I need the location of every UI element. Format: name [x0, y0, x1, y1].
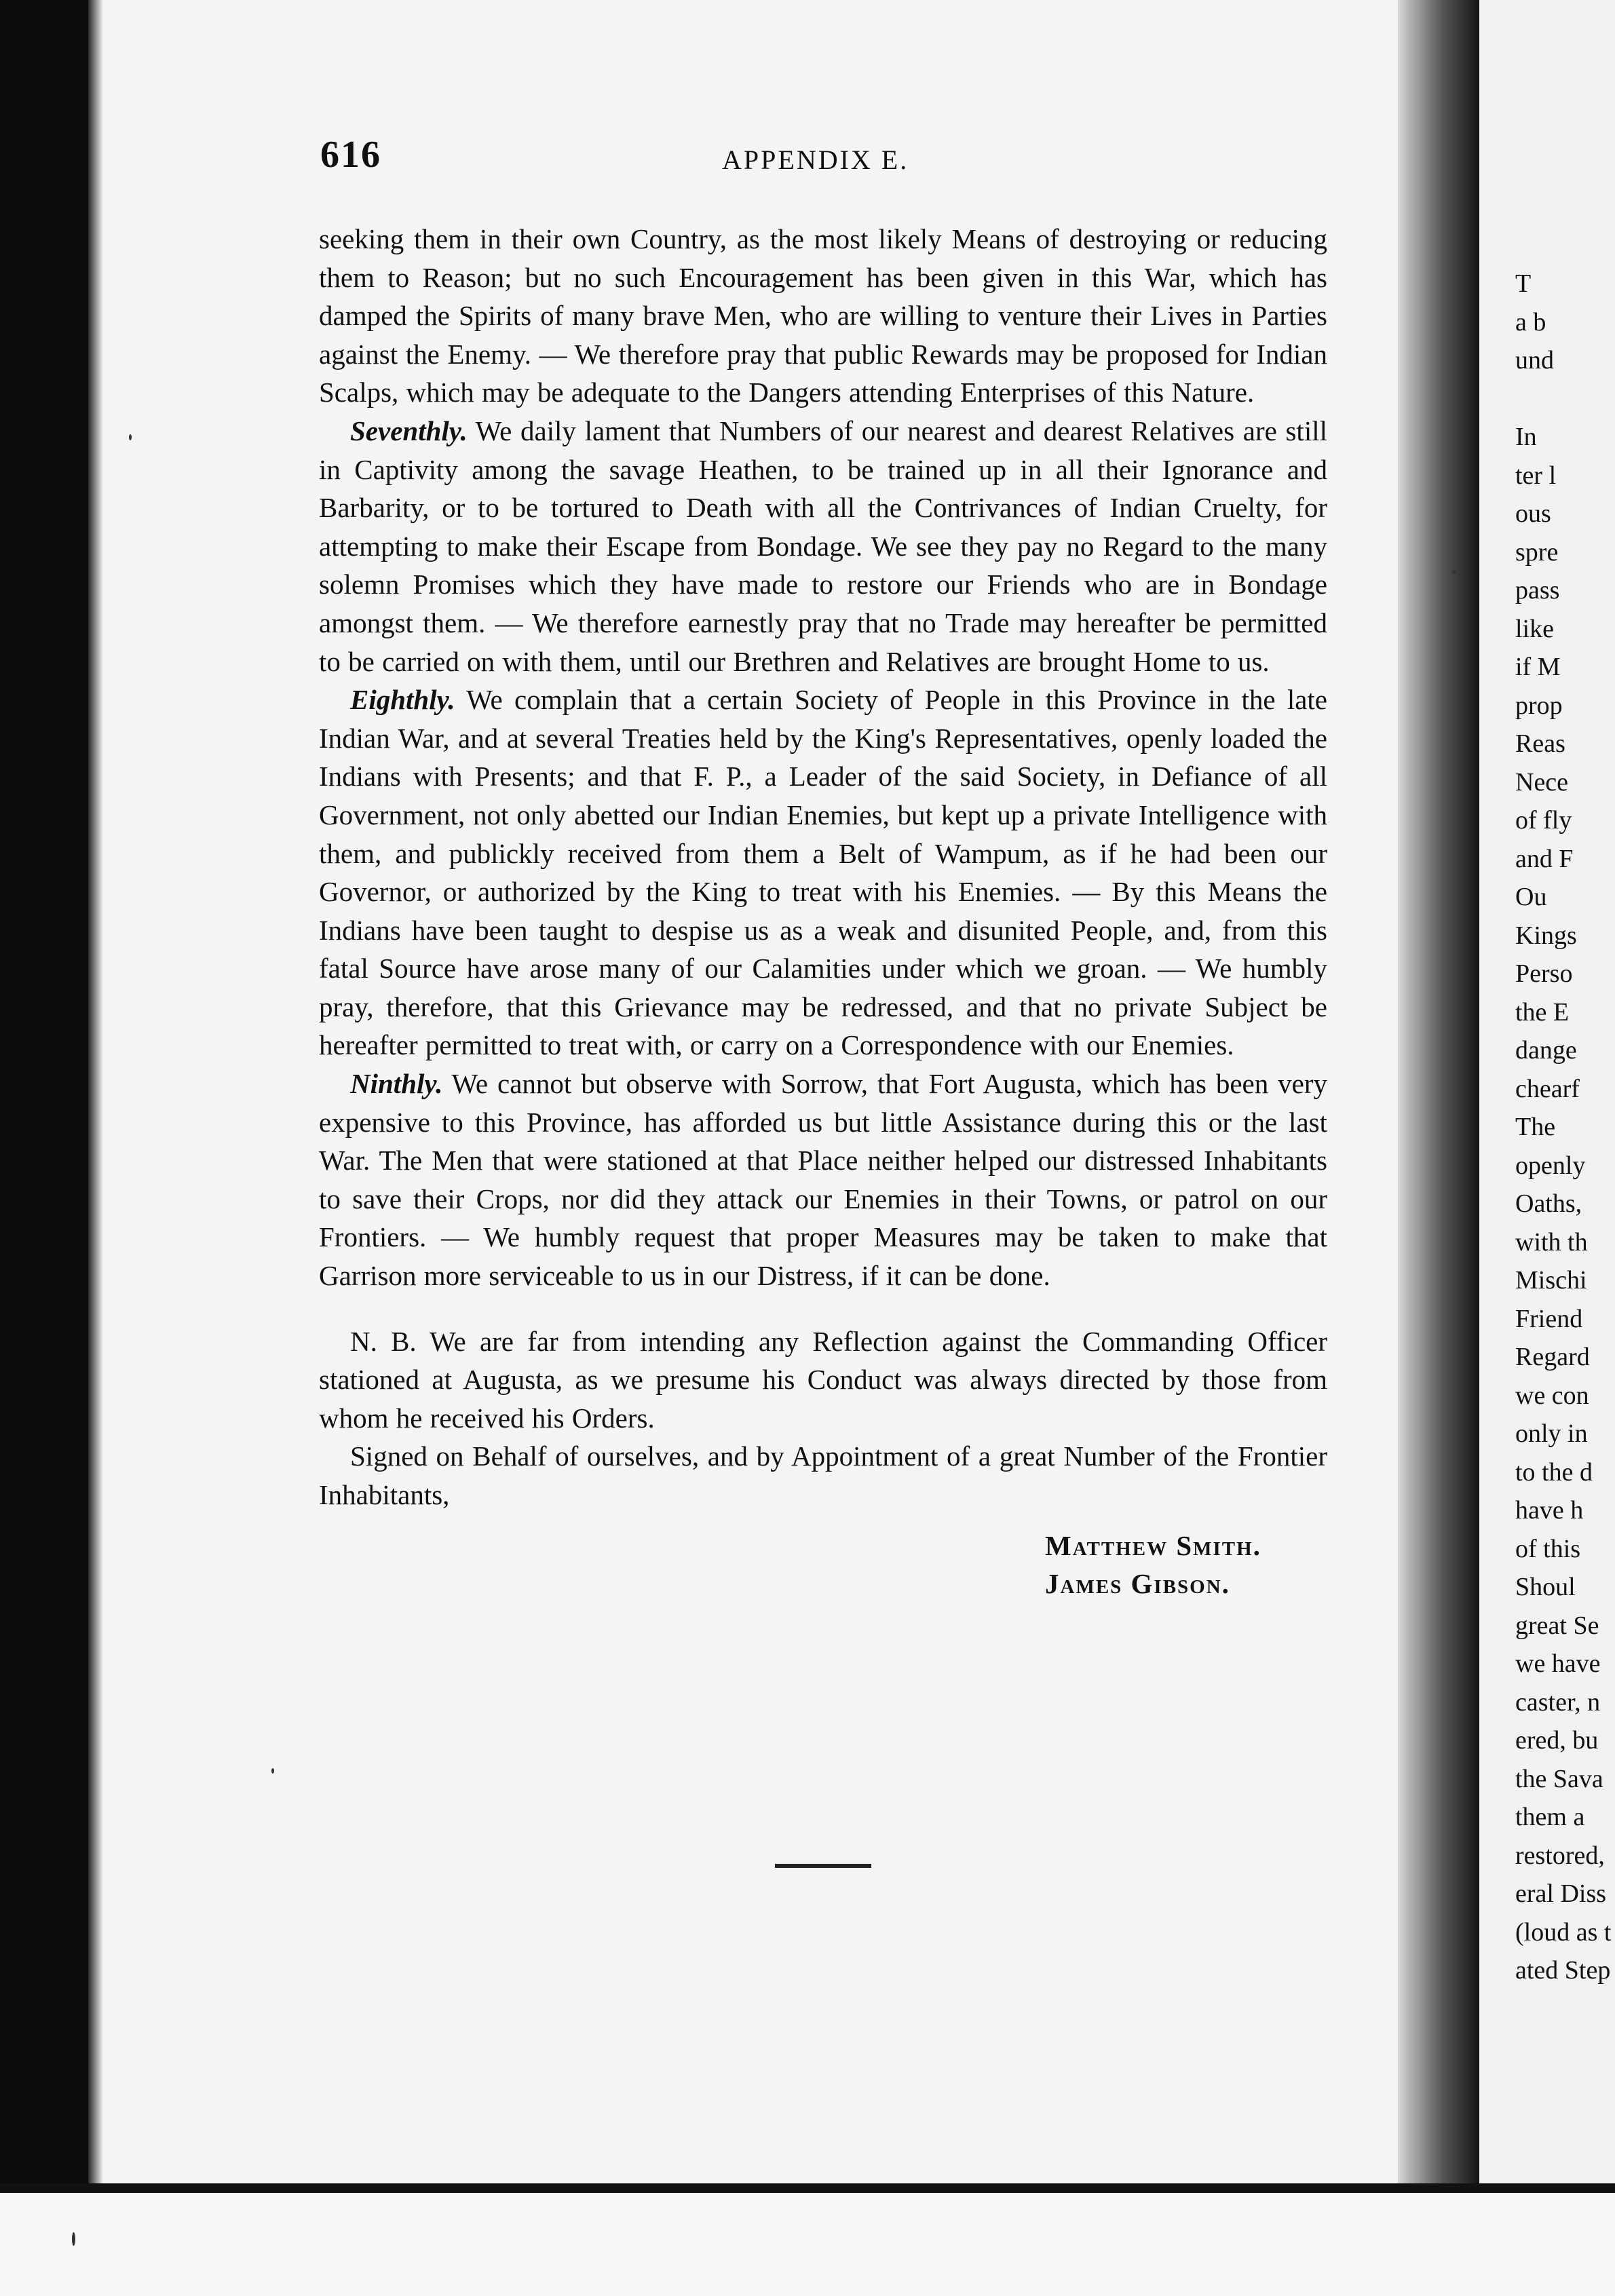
facing-page-line: ated Step — [1515, 1956, 1611, 1985]
paragraph-text: We complain that a certain Society of People in this Province in the late Indian War, and at several Treaties held by the King's Representatives, openly loaded the Indians with Presents; and that F. P., a Leader of the said Society, in Defiance of all Government, not only abetted our Indian Enemies, but kept up a private Intelligence with them, and publickly received from them a Belt of Wampum, as if he had been our Governor, or authorized by the King to treat with his Enemies. — By this Means the Indians have been taught to despise us as a weak and disunited People, and, from this fatal Source have arose many of our Calamities under which we groan. — We humbly pray, therefore, that this Grievance may be redressed, and that no private Subject be hereafter permitted to treat with, or carry on a Correspondence with our Enemies. — [319, 684, 1328, 1061]
facing-page-line: to the d — [1515, 1457, 1593, 1487]
facing-page-line: ous — [1515, 499, 1551, 528]
paragraph-ninthly — [319, 1065, 1327, 1295]
scan-speck — [129, 434, 132, 440]
facing-page-line: pass — [1515, 576, 1560, 605]
facing-page-line: und — [1515, 346, 1554, 375]
facing-page-line: ered, bu — [1515, 1726, 1599, 1755]
facing-page-line: spre — [1515, 537, 1559, 567]
book-gutter — [1398, 0, 1479, 2193]
facing-page-line: a b — [1515, 307, 1546, 337]
paragraph-eighthly — [319, 681, 1327, 1065]
facing-page-line — [1515, 380, 1611, 419]
facing-page-line: Reas — [1515, 729, 1565, 758]
paragraph-text: We daily lament that Numbers of our nearest and dearest Relatives are still in Captivity among the savage Heathen, to be trained up in all their Ignorance and Barbarity, or to be tortured to Death with all the Contrivances of Indian Cruelty, for attempting to make their Escape from Bondage. We see they pay no Regard to the many solemn Promises which they have made to restore our Friends who are in Bondage amongst them. — We therefore earnestly pray that no Trade may hereafter be permitted to be carried on with them, until our Brethren and Relatives are brought Home to us. — [319, 415, 1327, 677]
facing-page-line: chearf — [1515, 1074, 1580, 1103]
facing-page-line: them a — [1515, 1803, 1585, 1831]
closing-statement: Signed on Behalf of ourselves, and by Appointment of a great Number of the Frontier Inhabitants, — [319, 1440, 1327, 1510]
facing-page-line: Ou — [1515, 883, 1547, 911]
signature-james-gibson: James Gibson. — [1045, 1567, 1230, 1599]
signature-matthew-smith: Matthew Smith. — [1045, 1529, 1261, 1561]
facing-page-line: Perso — [1515, 959, 1573, 988]
facing-page-line: In — [1515, 423, 1537, 451]
paragraph-text: We cannot but observe with Sorrow, that Fort Augusta, which has been very expensive to this Province, has afforded us but little Assistance during this or the last War. The Men that were stationed at that Place neither helped our distressed Inhabitants to save their Crops, nor did they attack our Enemies in their Towns, or patrol on our Frontiers. — We humbly request that proper Measures may be taken to make that Garrison more serviceable to us in our Distress, if it can be done. — [319, 1068, 1327, 1292]
page-bottom-edge — [0, 2183, 1615, 2193]
facing-page-line: Shoul — [1515, 1573, 1576, 1601]
facing-page-line: if M — [1515, 653, 1561, 681]
paragraph-label: Seventhly. — [350, 415, 468, 446]
running-head: APPENDIX E. — [722, 145, 909, 175]
facing-page-line: we have — [1515, 1649, 1601, 1678]
facing-page-line: caster, n — [1515, 1687, 1601, 1717]
facing-page-line: ter l — [1515, 461, 1557, 490]
facing-page-line: Regard — [1515, 1343, 1590, 1371]
page-edge-shadow — [88, 0, 103, 2193]
facing-page-line: the E — [1515, 997, 1570, 1027]
scan-speck — [271, 1768, 274, 1774]
scan-margin — [0, 2193, 1615, 2296]
facing-page-line: dange — [1515, 1036, 1577, 1065]
facing-page-line: Friend — [1515, 1304, 1583, 1333]
facing-page-line: eral Diss — [1515, 1879, 1607, 1908]
facing-page-line: like — [1515, 614, 1554, 643]
paragraph-seventhly — [319, 412, 1327, 681]
facing-page-line: have h — [1515, 1496, 1584, 1525]
facing-page-line: Oaths, — [1515, 1189, 1582, 1218]
facing-page-line: only in — [1515, 1419, 1588, 1448]
scan-speck — [72, 2232, 75, 2246]
facing-page-line: prop — [1515, 691, 1563, 720]
facing-page-line: Nece — [1515, 767, 1569, 797]
facing-page-line: and F — [1515, 844, 1574, 873]
facing-page-line: with th — [1515, 1227, 1588, 1257]
page-body — [319, 220, 1327, 1603]
facing-page-line: the Sava — [1515, 1764, 1603, 1793]
facing-page-line: T — [1515, 269, 1532, 298]
facing-page-line: Mischi — [1515, 1266, 1587, 1295]
facing-page-line: Kings — [1515, 921, 1577, 950]
facing-page-line: restored, — [1515, 1841, 1605, 1870]
paragraph-label: Eighthly. — [350, 684, 455, 716]
facing-page-line: (loud as t — [1515, 1917, 1612, 1947]
facing-page-line: of this — [1515, 1534, 1581, 1563]
paragraph-label: Ninthly. — [350, 1068, 443, 1100]
facing-page-line: we con — [1515, 1381, 1589, 1410]
facing-page-line: great Se — [1515, 1611, 1599, 1640]
facing-page-line: The — [1515, 1113, 1556, 1141]
end-rule — [775, 1864, 871, 1868]
paragraph: seeking them in their own Country, as the most likely Means of destroying or reducing them to Reason; but no such Encouragement has been given in this War, which has damped the Spirits of many brave Men, who are willing to venture their Lives in Parties against the Enemy. — We therefore pray that public Rewards may be proposed for Indian Scalps, which may be adequate to the Dangers attending Enterprises of this Nature. — [319, 223, 1327, 408]
signature-block — [1045, 1527, 1327, 1603]
scan-speck — [1452, 570, 1456, 574]
facing-page-line: openly — [1515, 1151, 1586, 1180]
page-number: 616 — [320, 134, 381, 176]
facing-page-text — [1515, 265, 1611, 1990]
facing-page-line: of fly — [1515, 806, 1572, 835]
nota-bene: N. B. We are far from intending any Reflection against the Commanding Officer stationed at Augusta, as we presume his Conduct was always directed by those from whom he received his Orders. — [319, 1325, 1327, 1434]
